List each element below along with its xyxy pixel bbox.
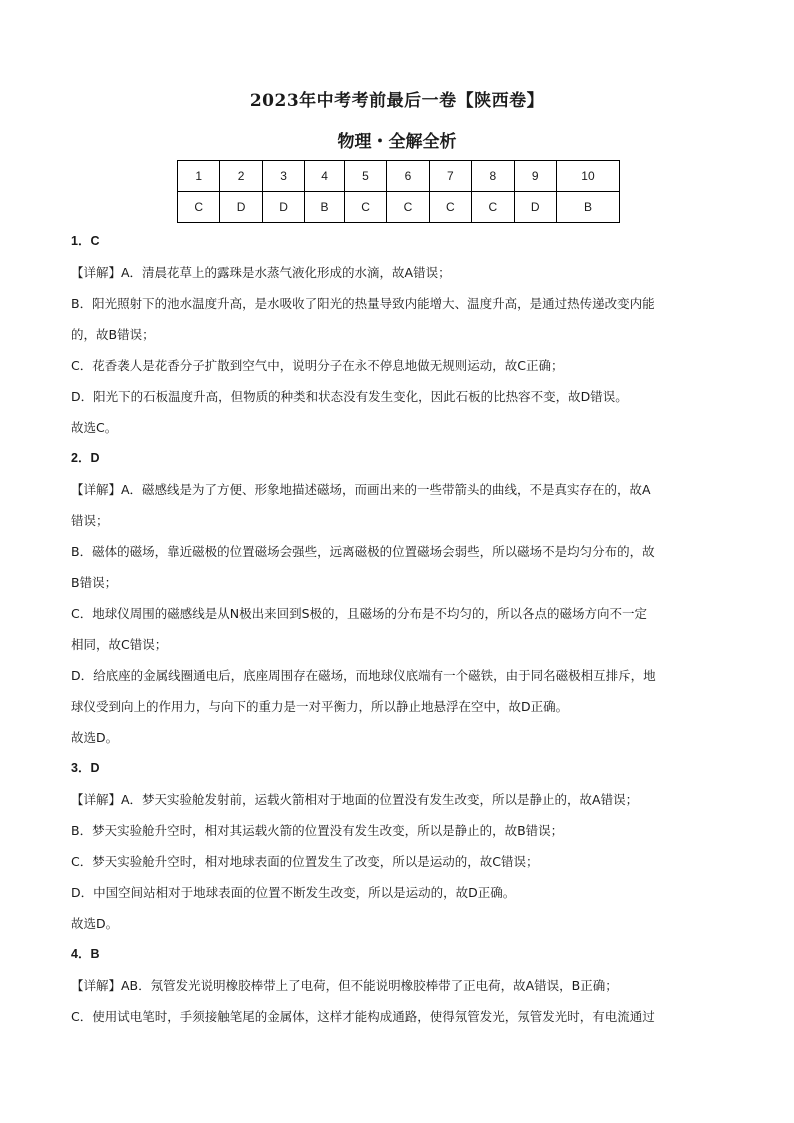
answer-table bbox=[177, 160, 620, 223]
question-heading: 4．B bbox=[71, 947, 100, 961]
conclusion-line: 故选D。 bbox=[71, 916, 119, 931]
answer-cell: D bbox=[262, 192, 304, 223]
explanation-line: C．使用试电笔时，手须接触笔尾的金属体，这样才能构成通路，使得氖管发光，氖管发光时，有电流通过 bbox=[71, 1009, 655, 1024]
explanation-line: B．梦天实验舱升空时，相对其运载火箭的位置没有发生改变，所以是静止的，故B错误； bbox=[71, 823, 564, 838]
explanation-line: 【详解】AB．氖管发光说明橡胶棒带上了电荷，但不能说明橡胶棒带了正电荷，故A错误，B正确； bbox=[71, 978, 618, 993]
explanation-line: B错误； bbox=[71, 575, 118, 590]
question-number-cell: 5 bbox=[344, 161, 386, 192]
conclusion-line: 故选D。 bbox=[71, 730, 119, 745]
page-title: 2023年中考考前最后一卷【陕西卷】 bbox=[249, 91, 545, 111]
question-heading: 1．C bbox=[71, 234, 100, 248]
explanation-line: 【详解】A．清晨花草上的露珠是水蒸气液化形成的水滴，故A错误； bbox=[71, 265, 451, 280]
answer-cell: C bbox=[178, 192, 220, 223]
explanation-line: C．梦天实验舱升空时，相对地球表面的位置发生了改变，所以是运动的，故C错误； bbox=[71, 854, 539, 869]
explanation-line: D．阳光下的石板温度升高，但物质的种类和状态没有发生变化，因此石板的比热容不变，故D错误。 bbox=[71, 389, 628, 404]
explanation-line: 【详解】A．梦天实验舱发射前，运载火箭相对于地面的位置没有发生改变，所以是静止的，故A错误； bbox=[71, 792, 639, 807]
question-number-cell: 1 bbox=[178, 161, 220, 192]
explanation-line: 相同，故C错误； bbox=[71, 637, 168, 652]
explanation-line: 球仪受到向上的作用力，与向下的重力是一对平衡力，所以静止地悬浮在空中，故D正确。 bbox=[71, 699, 569, 714]
answer-cell: D bbox=[514, 192, 556, 223]
conclusion-line: 故选C。 bbox=[71, 420, 118, 435]
solution-body bbox=[71, 226, 723, 1032]
question-number-cell: 10 bbox=[556, 161, 619, 192]
question-number-cell: 7 bbox=[429, 161, 471, 192]
explanation-line: 【详解】A．磁感线是为了方便、形象地描述磁场，而画出来的一些带箭头的曲线，不是真实存在的，故A bbox=[71, 482, 651, 497]
answer-table-answer-row bbox=[178, 192, 620, 223]
answer-table-number-row bbox=[178, 161, 620, 192]
answer-cell: C bbox=[472, 192, 514, 223]
question-number-cell: 8 bbox=[472, 161, 514, 192]
question-number-cell: 4 bbox=[305, 161, 345, 192]
answer-cell: C bbox=[387, 192, 429, 223]
explanation-line: 错误； bbox=[71, 513, 109, 528]
page-subtitle: 物理・全解全析 bbox=[337, 132, 457, 152]
answer-cell: B bbox=[305, 192, 345, 223]
answer-cell: B bbox=[556, 192, 619, 223]
question-number-cell: 2 bbox=[220, 161, 262, 192]
question-number-cell: 3 bbox=[262, 161, 304, 192]
question-heading: 2．D bbox=[71, 451, 100, 465]
question-number-cell: 6 bbox=[387, 161, 429, 192]
answer-cell: D bbox=[220, 192, 262, 223]
answer-cell: C bbox=[429, 192, 471, 223]
explanation-line: D．中国空间站相对于地球表面的位置不断发生改变，所以是运动的，故D正确。 bbox=[71, 885, 516, 900]
explanation-line: C．花香袭人是花香分子扩散到空气中，说明分子在永不停息地做无规则运动，故C正确； bbox=[71, 358, 564, 373]
explanation-line: 的，故B错误； bbox=[71, 327, 155, 342]
answer-cell: C bbox=[344, 192, 386, 223]
explanation-line: D．给底座的金属线圈通电后，底座周围存在磁场，而地球仪底端有一个磁铁，由于同名磁极相互排斥，地 bbox=[71, 668, 656, 683]
question-heading: 3．D bbox=[71, 761, 100, 775]
explanation-line: B．磁体的磁场，靠近磁极的位置磁场会强些，远离磁极的位置磁场会弱些，所以磁场不是均匀分布的，故 bbox=[71, 544, 655, 559]
explanation-line: C．地球仪周围的磁感线是从N极出来回到S极的，且磁场的分布是不均匀的，所以各点的磁场方向不一定 bbox=[71, 606, 648, 621]
question-number-cell: 9 bbox=[514, 161, 556, 192]
explanation-line: B．阳光照射下的池水温度升高，是水吸收了阳光的热量导致内能增大、温度升高，是通过热传递改变内能 bbox=[71, 296, 655, 311]
